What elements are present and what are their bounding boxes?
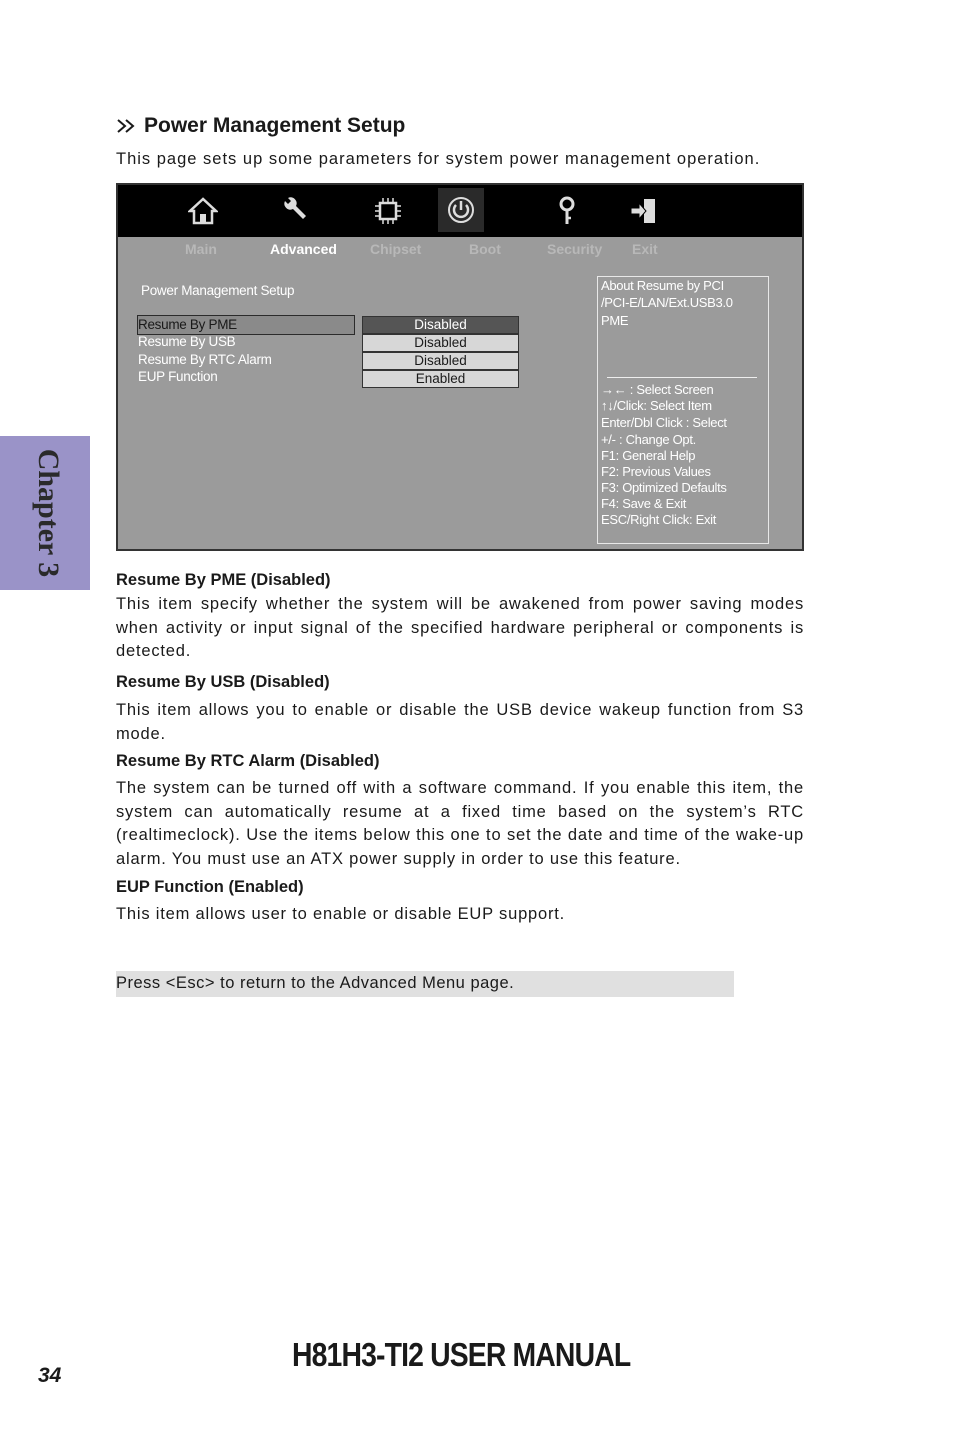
chapter-tab — [0, 436, 90, 590]
value-eup-function[interactable]: Enabled — [362, 370, 519, 388]
description-text: This item allows user to enable or disable EUP support. — [116, 905, 566, 923]
setting-resume-by-rtc-alarm[interactable]: Resume By RTC Alarm — [138, 352, 272, 367]
help-key-line: F4: Save & Exit — [601, 496, 687, 511]
help-key-line: →← : Select Screen — [601, 382, 714, 397]
value-resume-by-usb[interactable]: Disabled — [362, 334, 519, 352]
section-title-text: Power Management Setup — [144, 114, 406, 137]
tab-advanced[interactable]: Advanced — [270, 241, 337, 257]
bios-screenshot — [116, 183, 804, 551]
tab-chipset[interactable]: Chipset — [370, 241, 422, 257]
setting-resume-by-usb[interactable]: Resume By USB — [138, 334, 236, 349]
setting-eup-function[interactable]: EUP Function — [138, 369, 218, 384]
description-heading: Resume By RTC Alarm (Disabled) — [116, 752, 380, 770]
description-text: The system can be turned off with a software command. If you enable this item, the system can automatically resume at a fixed time based on the system’s RTC (realtimeclock). Use the items below this one to set the date and time of the wake-up alarm. You must use an ATX power supply in order to use this feature. — [116, 779, 804, 868]
wrench-icon — [276, 193, 312, 229]
exit-door-icon — [626, 193, 662, 229]
help-about-line: /PCI-E/LAN/Ext.USB3.0 — [601, 295, 733, 310]
home-icon — [185, 193, 221, 229]
intro-text: This page sets up some parameters for system power management operation. — [116, 150, 761, 168]
help-key-line: F3: Optimized Defaults — [601, 480, 727, 495]
double-chevron-icon — [116, 118, 138, 134]
help-key-line: ESC/Right Click: Exit — [601, 512, 717, 527]
tab-exit[interactable]: Exit — [632, 241, 658, 257]
bios-icon-bar — [118, 185, 802, 237]
help-panel — [597, 276, 769, 544]
description-heading: Resume By USB (Disabled) — [116, 673, 330, 691]
tab-boot[interactable]: Boot — [469, 241, 501, 257]
bios-page-heading: Power Management Setup — [141, 283, 295, 298]
key-icon — [549, 193, 585, 229]
tab-security[interactable]: Security — [547, 241, 603, 257]
description-heading: EUP Function (Enabled) — [116, 878, 304, 896]
note-bar: Press <Esc> to return to the Advanced Menu page. — [116, 971, 734, 997]
help-key-line: Enter/Dbl Click : Select — [601, 415, 727, 430]
chapter-label: Chapter 3 — [32, 448, 65, 578]
value-resume-by-rtc-alarm[interactable]: Disabled — [362, 352, 519, 370]
help-key-line: +/- : Change Opt. — [601, 432, 696, 447]
description-text: This item allows you to enable or disable the USB device wakeup function from S3 mode. — [116, 701, 804, 743]
help-about-line: About Resume by PCI — [601, 278, 724, 293]
manual-title: H81H3-TI2 USER MANUAL — [292, 1336, 631, 1373]
description-heading: Resume By PME (Disabled) — [116, 571, 331, 589]
help-divider — [607, 377, 757, 378]
section-title — [116, 114, 405, 138]
chip-icon — [370, 193, 406, 229]
help-key-line: F2: Previous Values — [601, 464, 711, 479]
description-text: This item specify whether the system will be awakened from power saving modes when activity or input signal of the specified hardware peripheral or components is detected. — [116, 595, 804, 660]
help-about-line: PME — [601, 313, 629, 328]
tab-main[interactable]: Main — [185, 241, 217, 257]
page-number: 34 — [38, 1364, 62, 1387]
power-icon — [438, 188, 484, 232]
value-resume-by-pme[interactable]: Disabled — [362, 316, 519, 334]
help-key-line: F1: General Help — [601, 448, 696, 463]
setting-resume-by-pme[interactable]: Resume By PME — [137, 315, 355, 335]
help-key-line: ↑↓/Click: Select Item — [601, 398, 712, 413]
